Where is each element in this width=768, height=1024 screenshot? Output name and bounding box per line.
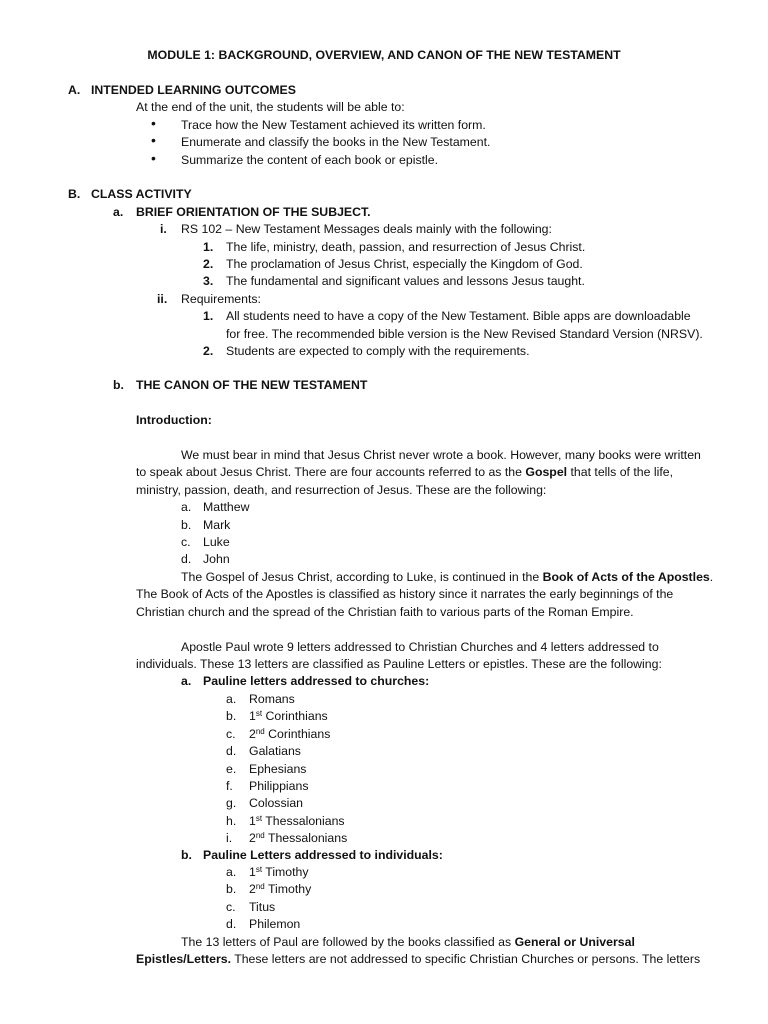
epistles-term: Epistles/Letters. [136, 952, 231, 966]
list-marker: c. [181, 535, 191, 549]
roman-i-marker: i. [160, 222, 167, 236]
letter-item: Romans [249, 692, 295, 706]
sub-b-marker: b. [113, 378, 124, 392]
letter-item: Titus [249, 899, 276, 914]
list-marker: b. [226, 709, 237, 724]
list-item: Students are expected to comply with the requirements. [226, 344, 530, 358]
section-a-intro: At the end of the unit, the students will be able to: [136, 100, 405, 114]
list-marker: i. [226, 831, 233, 846]
sub-b-heading: THE CANON OF THE NEW TESTAMENT [136, 378, 368, 392]
list-marker: h. [226, 813, 237, 828]
section-a-heading: INTENDED LEARNING OUTCOMES [91, 83, 296, 97]
list-item: All students need to have a copy of the New Testament. Bible apps are downloadable [226, 309, 691, 323]
gospel-item: Luke [203, 535, 230, 549]
section-a-marker: A. [68, 83, 81, 97]
list-marker: c. [226, 899, 236, 914]
list-marker: f. [226, 779, 233, 793]
course-description: RS 102 – New Testament Messages deals mainly with the following: [181, 222, 552, 236]
outcome-item: Trace how the New Testament achieved its written form. [181, 118, 486, 132]
gospel-item: John [203, 552, 230, 566]
gospel-item: Mark [203, 518, 231, 532]
churches-heading: Pauline letters addressed to churches: [203, 674, 430, 688]
bullet-icon: • [151, 150, 156, 166]
general-epistles-term: General or Universal [514, 935, 635, 949]
paragraph-line: The 13 letters of Paul are followed by the books classified as General or Universal [181, 935, 635, 949]
paragraph-line: The Gospel of Jesus Christ, according to Luke, is continued in the Book of Acts of the Apostles. [181, 570, 714, 584]
list-marker: d. [181, 552, 192, 566]
paragraph-line: Apostle Paul wrote 9 letters addressed to Christian Churches and 4 letters addressed to [181, 640, 659, 654]
paragraph-line: Epistles/Letters. These letters are not addressed to specific Christian Churches or persons. The letters [136, 952, 701, 966]
letter-item: Philemon [249, 917, 301, 932]
letter-item: 1st Thessalonians [249, 813, 345, 828]
list-marker: d. [226, 744, 237, 759]
sub-a-marker: a. [113, 205, 124, 219]
paragraph-line: ministry, passion, death, and resurrection of Jesus. These are the following: [136, 483, 547, 497]
introduction-heading: Introduction: [136, 413, 212, 427]
list-marker: a. [181, 500, 192, 514]
paragraph-line: to speak about Jesus Christ. There are four accounts referred to as the Gospel that tells of the life, [136, 465, 674, 479]
list-marker: g. [226, 796, 237, 811]
page-title: MODULE 1: BACKGROUND, OVERVIEW, AND CANON OF THE NEW TESTAMENT [147, 48, 621, 62]
roman-ii-marker: ii. [157, 292, 168, 306]
paragraph-line: The Book of Acts of the Apostles is classified as history since it narrates the early beginnings of the [136, 587, 674, 601]
churches-marker: a. [181, 674, 192, 688]
letter-item: 2nd Timothy [249, 882, 312, 897]
letter-item: Colossian [249, 796, 303, 811]
list-marker: a. [226, 865, 237, 879]
section-b-marker: B. [68, 187, 81, 201]
list-item: The fundamental and significant values and lessons Jesus taught. [226, 274, 585, 288]
requirements-label: Requirements: [181, 292, 261, 306]
individuals-heading: Pauline Letters addressed to individuals: [203, 848, 443, 862]
list-marker: e. [226, 761, 237, 776]
sub-a-heading: BRIEF ORIENTATION OF THE SUBJECT. [136, 205, 371, 219]
gospel-item: Matthew [203, 500, 250, 514]
paragraph-line: individuals. These 13 letters are classified as Pauline Letters or epistles. These are the following: [136, 657, 662, 671]
list-marker: b. [181, 518, 192, 532]
letter-item: 1st Corinthians [249, 709, 328, 724]
acts-term: Book of Acts of the Apostles [542, 570, 710, 584]
list-item-continued: for free. The recommended bible version is the New Revised Standard Version (NRSV). [226, 327, 703, 341]
list-number: 1. [203, 309, 214, 323]
list-number: 2. [203, 257, 214, 271]
list-number: 3. [203, 274, 214, 288]
list-marker: a. [226, 692, 237, 706]
list-marker: d. [226, 917, 237, 932]
individuals-marker: b. [181, 848, 192, 862]
bullet-icon: • [151, 132, 156, 148]
paragraph-line: Christian church and the spread of the Christian faith to various parts of the Roman Empire. [136, 605, 634, 619]
letter-item: Philippians [249, 779, 309, 793]
list-number: 1. [203, 240, 214, 254]
list-marker: b. [226, 882, 237, 897]
letter-item: Ephesians [249, 761, 307, 776]
paragraph-line: We must bear in mind that Jesus Christ never wrote a book. However, many books were written [181, 448, 701, 462]
bullet-icon: • [151, 115, 156, 131]
outcome-item: Enumerate and classify the books in the New Testament. [181, 135, 491, 149]
list-item: The life, ministry, death, passion, and resurrection of Jesus Christ. [226, 240, 586, 254]
list-item: The proclamation of Jesus Christ, especially the Kingdom of God. [226, 257, 583, 271]
list-number: 2. [203, 344, 214, 358]
letter-item: 2nd Corinthians [249, 726, 331, 741]
letter-item: Galatians [249, 744, 301, 759]
outcome-item: Summarize the content of each book or epistle. [181, 153, 439, 167]
section-b-heading: CLASS ACTIVITY [91, 187, 192, 201]
letter-item: 1st Timothy [249, 865, 309, 879]
letter-item: 2nd Thessalonians [249, 831, 348, 846]
gospel-term: Gospel [525, 465, 568, 479]
list-marker: c. [226, 726, 236, 741]
